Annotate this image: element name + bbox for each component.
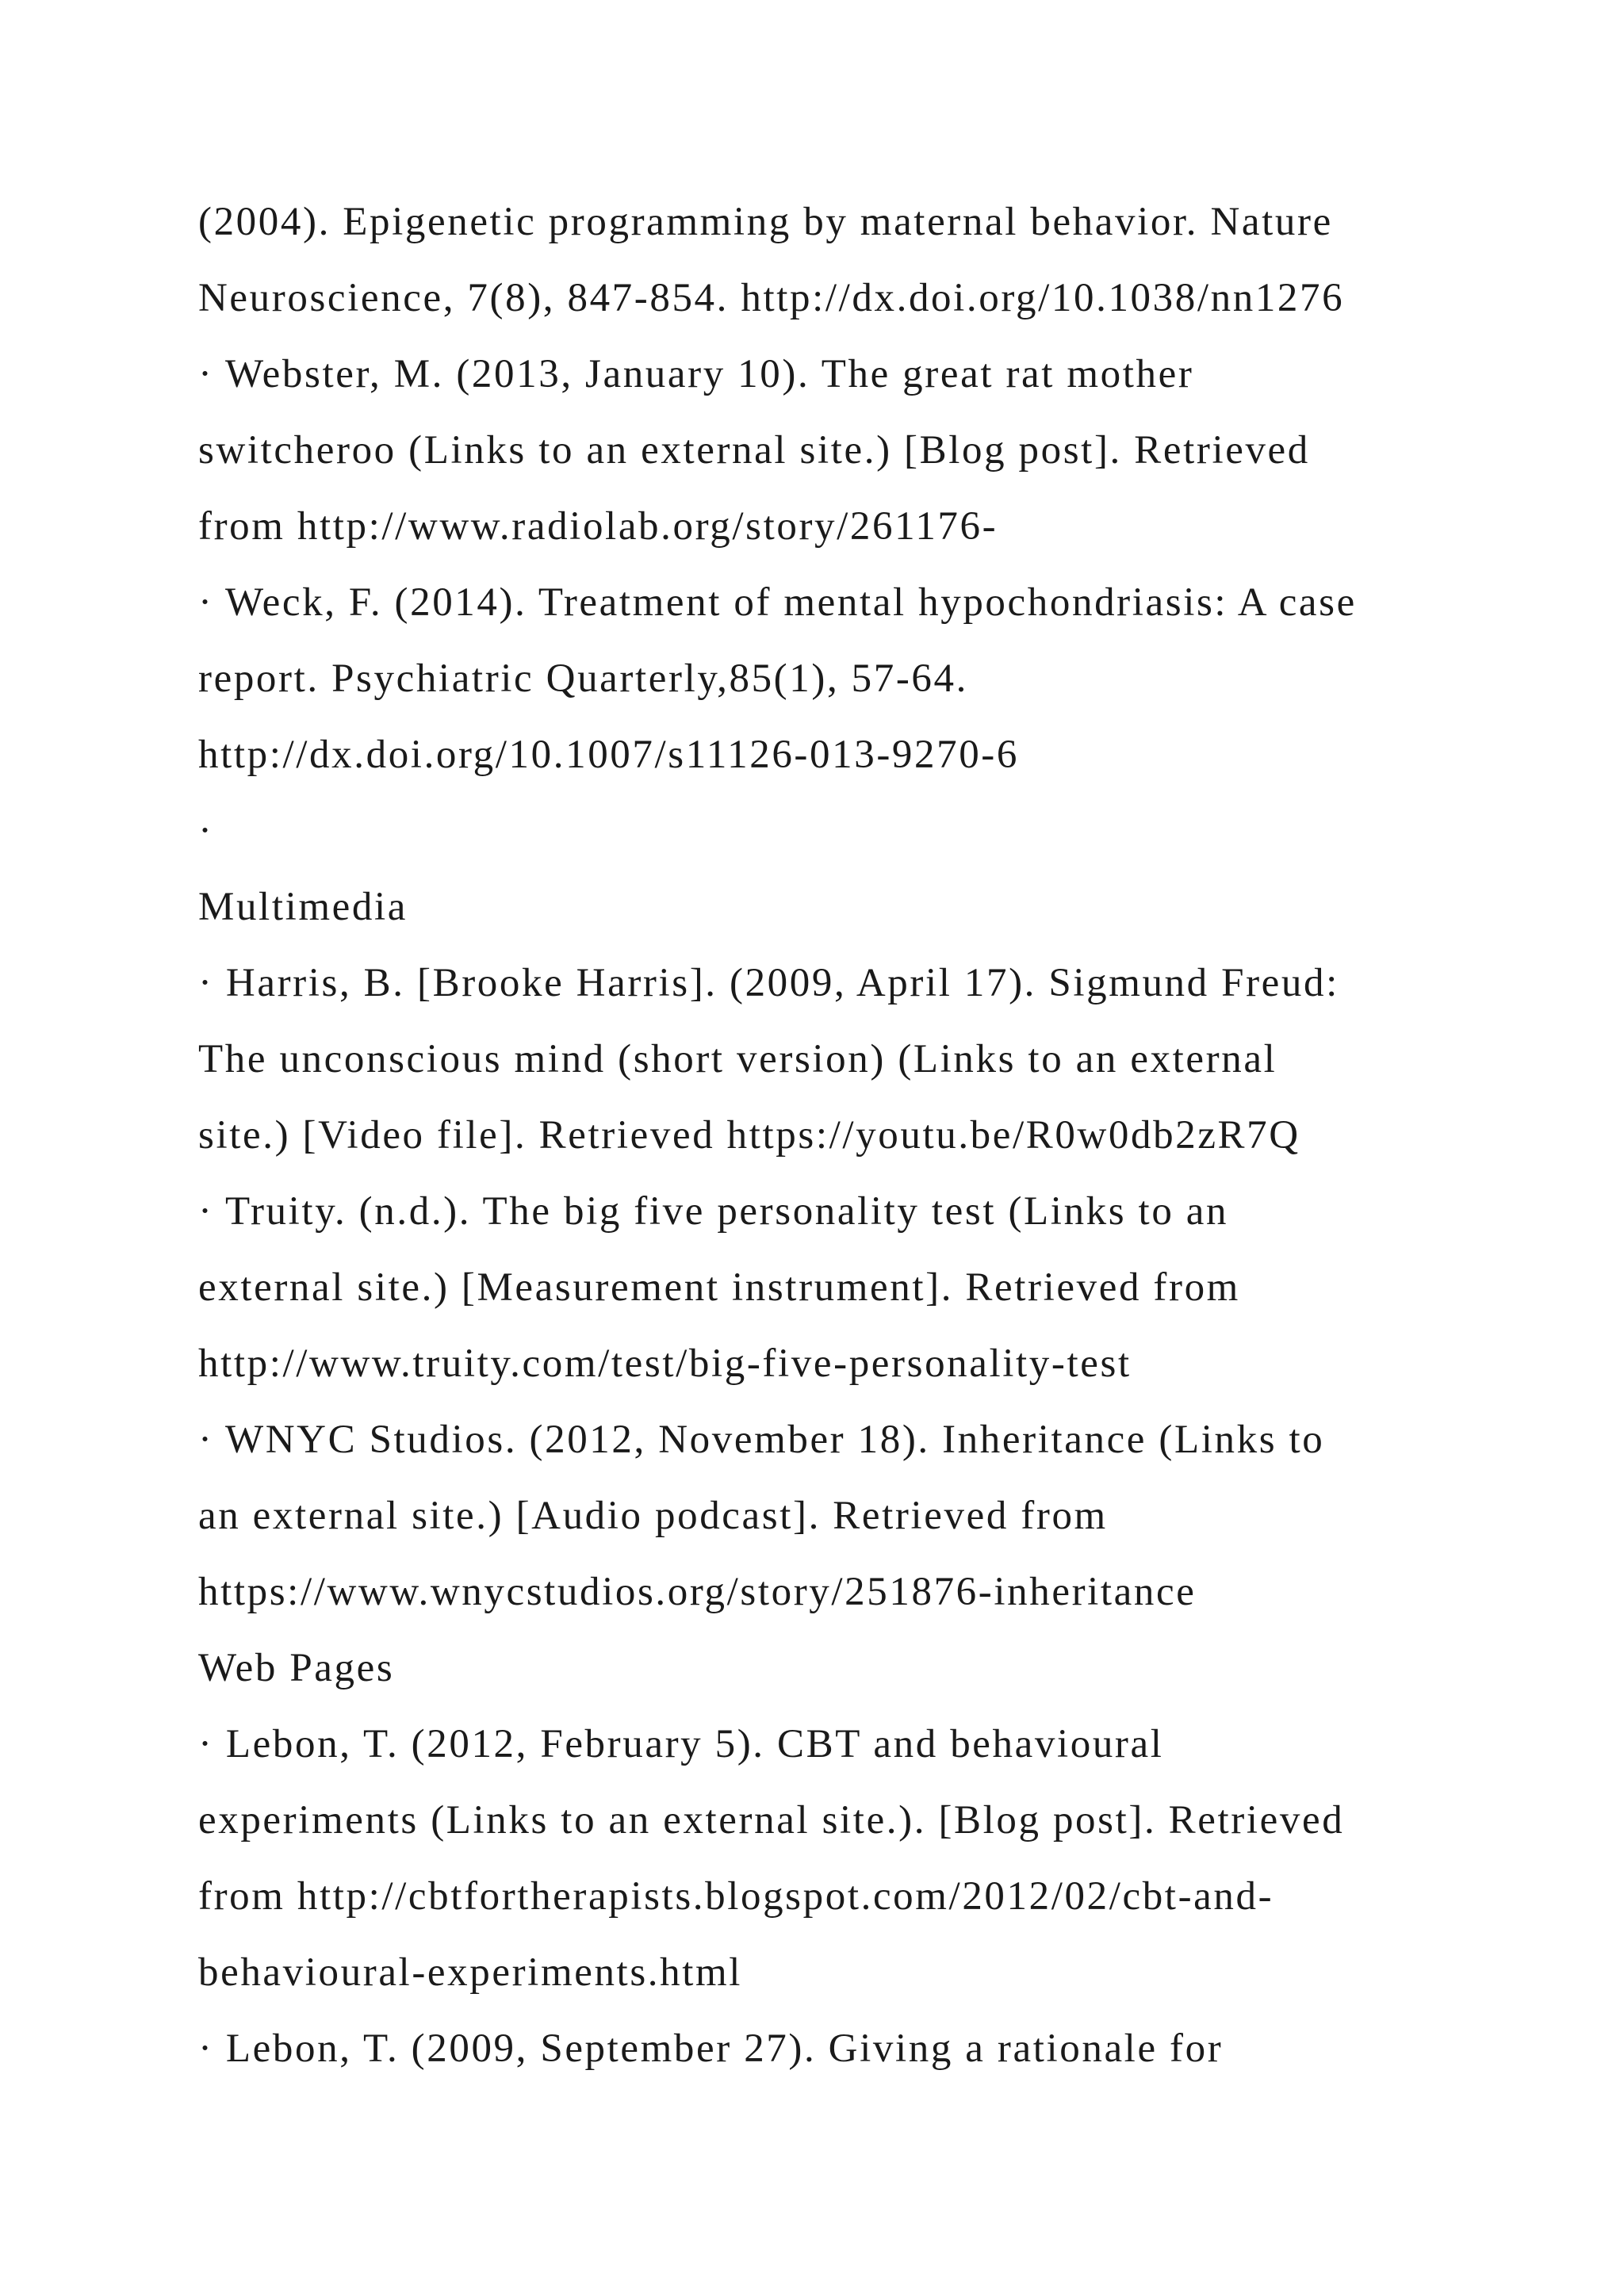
reference-line: · Weck, F. (2014). Treatment of mental hypochondriasis: A case [198,580,1357,625]
reference-line: · WNYC Studios. (2012, November 18). Inheritance (Links to [198,1418,1325,1462]
reference-line: from http://cbtfortherapists.blogspot.com/2012/02/cbt-and- [198,1874,1274,1919]
reference-line: behavioural-experiments.html [198,1950,743,1995]
reference-line: http://www.truity.com/test/big-five-personality-test [198,1341,1132,1386]
reference-line: experiments (Links to an external site.). [Blog post]. Retrieved [198,1798,1345,1843]
reference-line: · Webster, M. (2013, January 10). The great rat mother [198,352,1194,396]
section-heading-multimedia: Multimedia [198,885,408,929]
reference-line: switcheroo (Links to an external site.) [Blog post]. Retrieved [198,428,1310,473]
reference-line: The unconscious mind (short version) (Links to an external [198,1037,1277,1081]
reference-line: · Lebon, T. (2009, September 27). Giving a rationale for [198,2026,1224,2071]
reference-line: from http://www.radiolab.org/story/261176- [198,504,998,549]
reference-line: https://www.wnycstudios.org/story/251876-inheritance [198,1570,1197,1614]
reference-line: report. Psychiatric Quarterly,85(1), 57-64. [198,656,968,701]
reference-line: · Lebon, T. (2012, February 5). CBT and behavioural [198,1722,1164,1766]
reference-line: · Truity. (n.d.). The big five personality test (Links to an [198,1189,1229,1234]
bullet-line: · [198,809,214,853]
reference-line: Neuroscience, 7(8), 847-854. http://dx.doi.org/10.1038/nn1276 [198,276,1345,320]
reference-line: an external site.) [Audio podcast]. Retrieved from [198,1494,1108,1538]
reference-line: http://dx.doi.org/10.1007/s11126-013-9270-6 [198,733,1019,777]
reference-line: (2004). Epigenetic programming by maternal behavior. Nature [198,200,1333,244]
reference-line: site.) [Video file]. Retrieved https://youtu.be/R0w0db2zR7Q [198,1113,1300,1158]
reference-line: external site.) [Measurement instrument]. Retrieved from [198,1265,1240,1310]
section-heading-web-pages: Web Pages [198,1646,395,1690]
reference-line: · Harris, B. [Brooke Harris]. (2009, April 17). Sigmund Freud: [198,961,1339,1005]
reference-list [198,184,1483,2087]
